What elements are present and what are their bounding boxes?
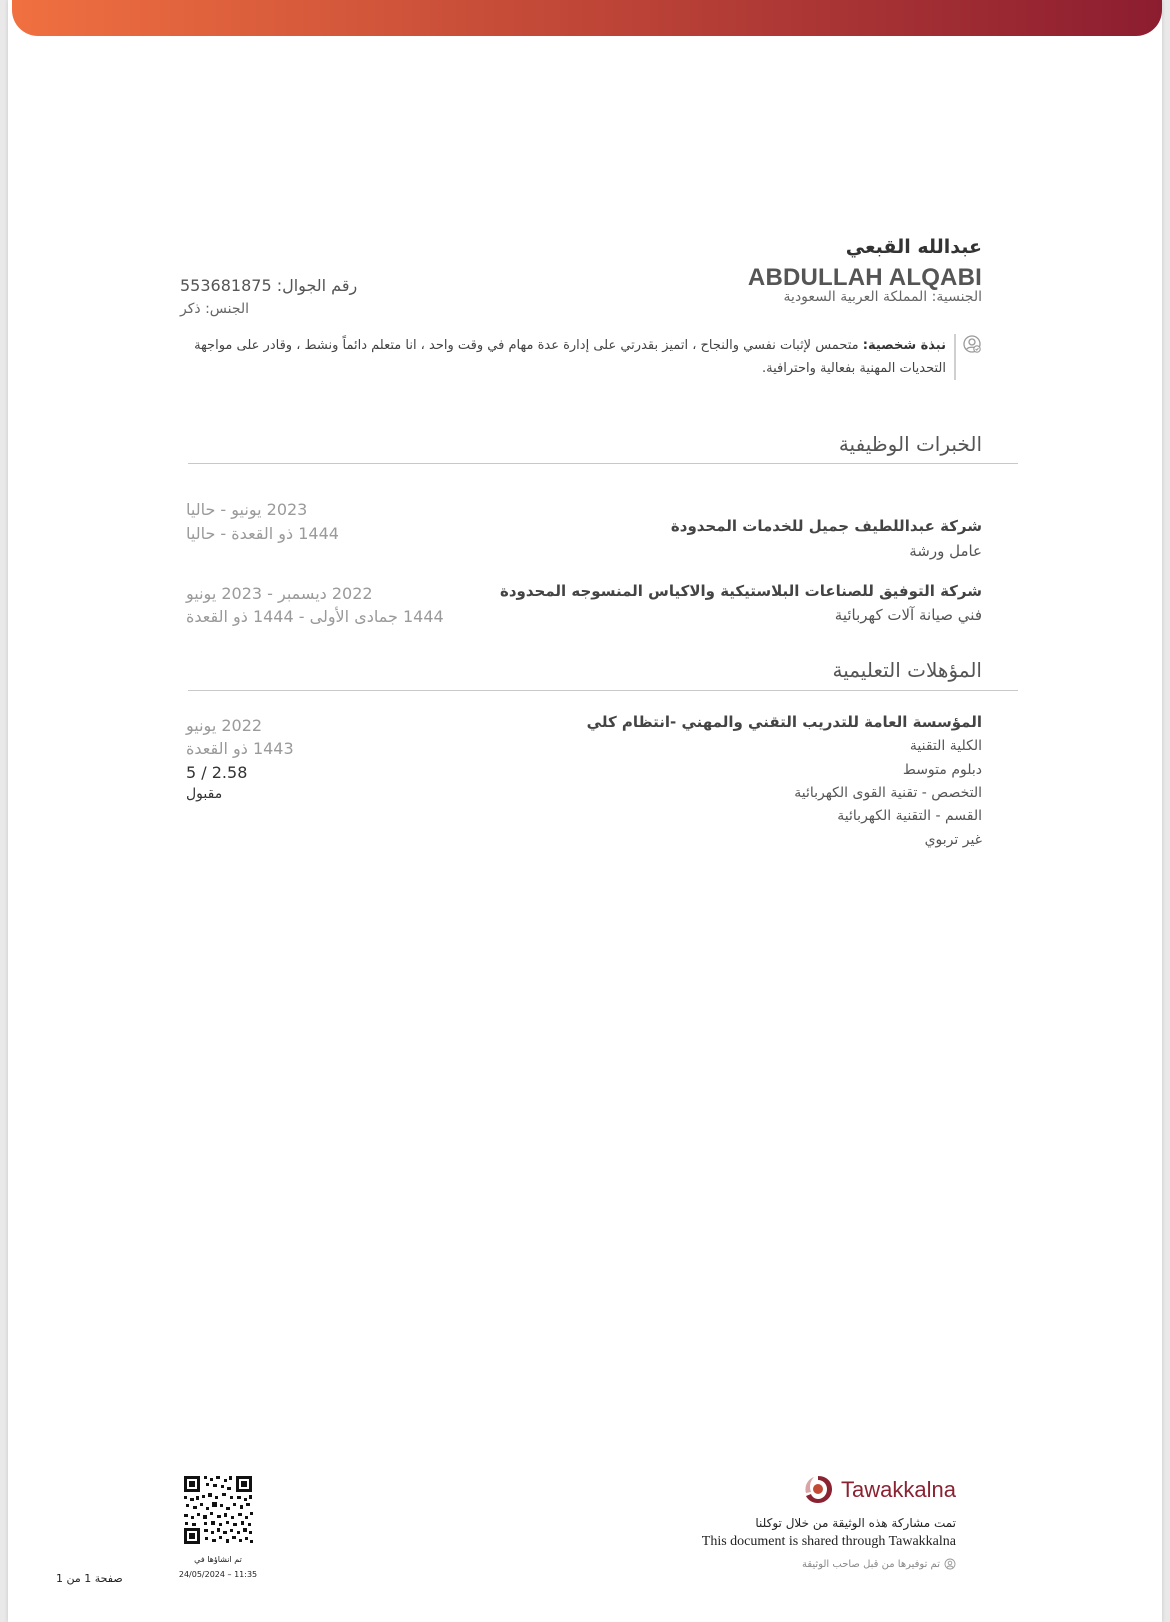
section-divider xyxy=(188,463,1018,464)
section-divider xyxy=(188,690,1018,691)
created-at: 24/05/2024 – 11:35 xyxy=(178,1570,258,1579)
job-1-date-gregorian: 2023 يونيو - حاليا xyxy=(186,500,308,519)
job-2-date-hijri: 1444 جمادى الأولى - 1444 ذو القعدة xyxy=(186,607,444,626)
top-banner xyxy=(12,0,1162,36)
edu-major: التخصص - تقنية القوى الكهربائية xyxy=(794,785,982,801)
edu-date-gregorian: 2022 يونيو xyxy=(186,716,263,735)
edu-department: القسم - التقنية الكهربائية xyxy=(837,808,982,824)
edu-degree: دبلوم متوسط xyxy=(902,762,982,778)
page-number: صفحة 1 من 1 xyxy=(56,1572,123,1585)
mobile-number: رقم الجوال: 553681875 xyxy=(180,276,358,295)
bio-text-block xyxy=(152,334,956,380)
bio-text: متحمس لإثبات نفسي والنجاح ، اتميز بقدرتي على إدارة عدة مهام في وقت واحد ، انا متعلم دائماً ونشط ، وقادر على مواجهة التحديات المهنية بفعالية واحترافية. xyxy=(194,338,946,376)
job-1-date-hijri: 1444 ذو القعدة - حاليا xyxy=(186,524,339,543)
tawakkalna-icon xyxy=(801,1473,835,1507)
tawakkalna-logo xyxy=(801,1473,956,1507)
experience-title: الخبرات الوظيفية xyxy=(838,432,982,456)
edu-type: غير تربوي xyxy=(924,832,982,848)
qr-caption xyxy=(168,1552,268,1582)
created-label: تم انشاؤها في xyxy=(194,1555,242,1564)
shared-notice-english: This document is shared through Tawakkalna xyxy=(701,1534,956,1549)
provided-by-notice xyxy=(802,1558,956,1570)
edu-gpa: 5 / 2.58 xyxy=(186,763,248,782)
job-2-role: فني صيانة آلات كهربائية xyxy=(834,606,982,624)
provided-by-text: تم توفيرها من قبل صاحب الوثيقة xyxy=(801,1558,940,1570)
user-verified-icon xyxy=(944,1558,956,1570)
bio-section xyxy=(152,334,982,380)
job-1-role: عامل ورشة xyxy=(909,542,982,560)
job-1-company: شركة عبداللطيف جميل للخدمات المحدودة xyxy=(670,517,982,535)
edu-institution: المؤسسة العامة للتدريب التقني والمهني -انتظام كلي xyxy=(586,713,982,731)
nationality: الجنسية: المملكة العربية السعودية xyxy=(783,289,982,305)
education-title: المؤهلات التعليمية xyxy=(832,658,982,682)
job-2-date-gregorian: 2022 ديسمبر - 2023 يونيو xyxy=(186,584,373,603)
bio-label: نبذة شخصية: xyxy=(862,338,946,353)
qr-code[interactable] xyxy=(182,1474,254,1546)
edu-college: الكلية التقنية xyxy=(909,738,982,754)
user-badge-icon xyxy=(962,334,982,354)
document-page xyxy=(8,0,1162,1622)
gender: الجنس: ذكر xyxy=(180,301,250,317)
name-arabic: عبدالله القبعي xyxy=(845,236,982,258)
edu-grade: مقبول xyxy=(186,786,223,802)
edu-date-hijri: 1443 ذو القعدة xyxy=(186,739,294,758)
logo-text: Tawakkalna xyxy=(841,1477,956,1502)
shared-notice-arabic: تمت مشاركة هذه الوثيقة من خلال توكلنا xyxy=(755,1516,956,1530)
job-2-company: شركة التوفيق للصناعات البلاستيكية والاكياس المنسوجه المحدودة xyxy=(500,582,982,600)
name-english: ABDULLAH ALQABI xyxy=(747,264,982,291)
